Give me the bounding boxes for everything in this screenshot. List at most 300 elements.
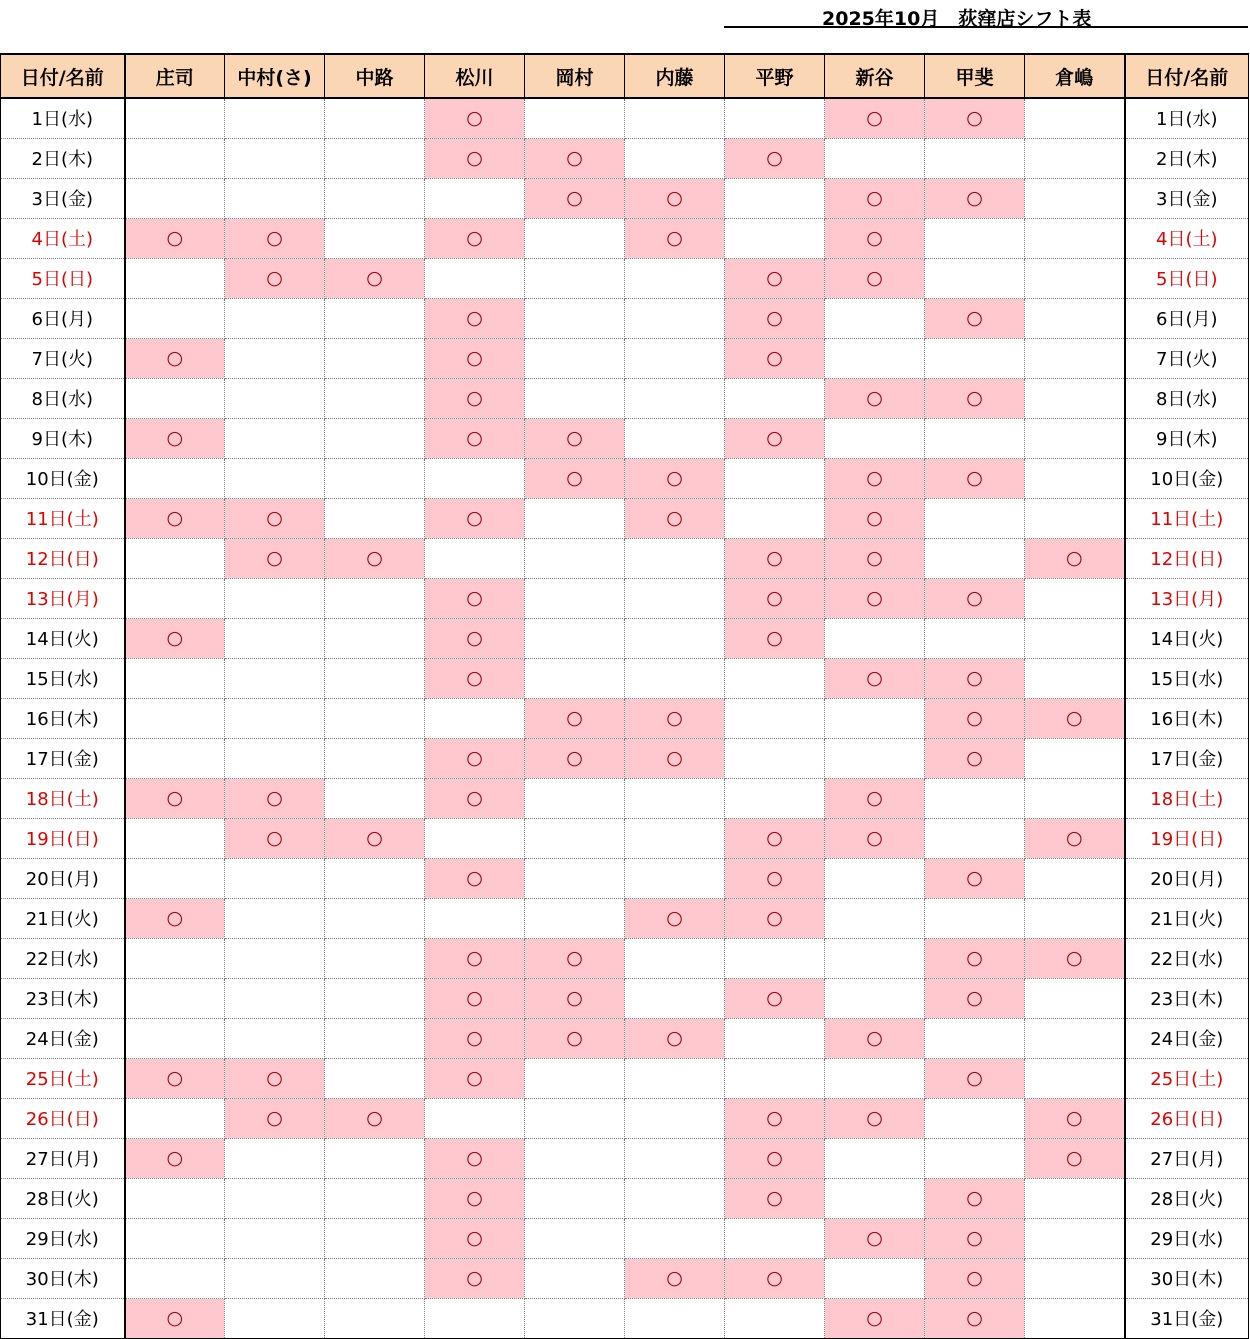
shift-cell[interactable] xyxy=(625,1098,725,1138)
shift-cell[interactable] xyxy=(925,178,1025,218)
shift-cell[interactable] xyxy=(825,658,925,698)
shift-cell[interactable] xyxy=(125,738,225,778)
shift-cell[interactable] xyxy=(425,378,525,418)
date-cell-right[interactable]: 11日(土) xyxy=(1125,498,1249,538)
shift-cell[interactable] xyxy=(725,1018,825,1058)
shift-cell[interactable] xyxy=(325,978,425,1018)
shift-cell[interactable] xyxy=(525,778,625,818)
shift-cell[interactable] xyxy=(825,298,925,338)
shift-cell[interactable] xyxy=(625,1178,725,1218)
shift-cell[interactable] xyxy=(925,1138,1025,1178)
shift-cell[interactable] xyxy=(725,778,825,818)
date-cell-left[interactable]: 27日(月) xyxy=(1,1138,125,1178)
date-cell-right[interactable]: 17日(金) xyxy=(1125,738,1249,778)
shift-cell[interactable] xyxy=(1025,898,1125,938)
shift-cell[interactable] xyxy=(825,1098,925,1138)
shift-cell[interactable] xyxy=(525,858,625,898)
shift-cell[interactable] xyxy=(925,1058,1025,1098)
shift-cell[interactable] xyxy=(625,498,725,538)
shift-cell[interactable] xyxy=(625,178,725,218)
shift-cell[interactable] xyxy=(625,578,725,618)
shift-cell[interactable] xyxy=(925,818,1025,858)
shift-cell[interactable] xyxy=(125,1138,225,1178)
shift-cell[interactable] xyxy=(225,338,325,378)
shift-cell[interactable] xyxy=(825,818,925,858)
shift-cell[interactable] xyxy=(525,1098,625,1138)
shift-cell[interactable] xyxy=(925,738,1025,778)
shift-cell[interactable] xyxy=(725,1258,825,1298)
shift-cell[interactable] xyxy=(625,138,725,178)
shift-cell[interactable] xyxy=(325,1258,425,1298)
header-name[interactable]: 倉嶋 xyxy=(1025,54,1125,98)
shift-cell[interactable] xyxy=(925,1298,1025,1338)
shift-cell[interactable] xyxy=(625,1298,725,1338)
shift-cell[interactable] xyxy=(325,738,425,778)
shift-cell[interactable] xyxy=(325,778,425,818)
shift-cell[interactable] xyxy=(725,1138,825,1178)
shift-cell[interactable] xyxy=(725,818,825,858)
date-cell-left[interactable]: 24日(金) xyxy=(1,1018,125,1058)
shift-cell[interactable] xyxy=(525,658,625,698)
shift-cell[interactable] xyxy=(225,578,325,618)
shift-cell[interactable] xyxy=(425,458,525,498)
shift-cell[interactable] xyxy=(325,538,425,578)
shift-cell[interactable] xyxy=(725,98,825,138)
shift-cell[interactable] xyxy=(425,858,525,898)
shift-cell[interactable] xyxy=(1025,858,1125,898)
shift-cell[interactable] xyxy=(1025,538,1125,578)
shift-cell[interactable] xyxy=(625,218,725,258)
shift-cell[interactable] xyxy=(425,538,525,578)
shift-cell[interactable] xyxy=(425,1138,525,1178)
shift-cell[interactable] xyxy=(1025,1018,1125,1058)
shift-cell[interactable] xyxy=(825,1298,925,1338)
shift-cell[interactable] xyxy=(525,378,625,418)
shift-cell[interactable] xyxy=(1025,218,1125,258)
shift-cell[interactable] xyxy=(525,498,625,538)
shift-cell[interactable] xyxy=(625,538,725,578)
header-name[interactable]: 新谷 xyxy=(825,54,925,98)
shift-cell[interactable] xyxy=(925,218,1025,258)
shift-cell[interactable] xyxy=(925,978,1025,1018)
shift-cell[interactable] xyxy=(125,458,225,498)
date-cell-left[interactable]: 22日(水) xyxy=(1,938,125,978)
shift-cell[interactable] xyxy=(825,858,925,898)
shift-cell[interactable] xyxy=(925,458,1025,498)
date-cell-right[interactable]: 14日(火) xyxy=(1125,618,1249,658)
shift-cell[interactable] xyxy=(425,738,525,778)
shift-cell[interactable] xyxy=(625,258,725,298)
shift-cell[interactable] xyxy=(325,618,425,658)
date-cell-right[interactable]: 28日(火) xyxy=(1125,1178,1249,1218)
shift-cell[interactable] xyxy=(725,738,825,778)
shift-cell[interactable] xyxy=(325,378,425,418)
shift-cell[interactable] xyxy=(725,218,825,258)
shift-cell[interactable] xyxy=(125,698,225,738)
shift-cell[interactable] xyxy=(825,1218,925,1258)
shift-cell[interactable] xyxy=(1025,938,1125,978)
shift-cell[interactable] xyxy=(125,378,225,418)
shift-cell[interactable] xyxy=(725,298,825,338)
date-cell-right[interactable]: 22日(水) xyxy=(1125,938,1249,978)
shift-cell[interactable] xyxy=(125,618,225,658)
shift-cell[interactable] xyxy=(1025,1258,1125,1298)
date-cell-right[interactable]: 21日(火) xyxy=(1125,898,1249,938)
shift-cell[interactable] xyxy=(325,938,425,978)
date-cell-left[interactable]: 17日(金) xyxy=(1,738,125,778)
shift-cell[interactable] xyxy=(1025,658,1125,698)
shift-cell[interactable] xyxy=(125,938,225,978)
date-cell-left[interactable]: 21日(火) xyxy=(1,898,125,938)
shift-cell[interactable] xyxy=(125,178,225,218)
shift-cell[interactable] xyxy=(925,498,1025,538)
header-date-left[interactable]: 日付/名前 xyxy=(1,54,125,98)
shift-cell[interactable] xyxy=(225,1218,325,1258)
date-cell-left[interactable]: 28日(火) xyxy=(1,1178,125,1218)
shift-cell[interactable] xyxy=(525,818,625,858)
shift-cell[interactable] xyxy=(925,338,1025,378)
date-cell-right[interactable]: 27日(月) xyxy=(1125,1138,1249,1178)
shift-cell[interactable] xyxy=(525,1018,625,1058)
shift-cell[interactable] xyxy=(925,1218,1025,1258)
header-name[interactable]: 内藤 xyxy=(625,54,725,98)
shift-cell[interactable] xyxy=(825,978,925,1018)
shift-cell[interactable] xyxy=(825,1178,925,1218)
shift-cell[interactable] xyxy=(925,578,1025,618)
shift-cell[interactable] xyxy=(625,658,725,698)
date-cell-left[interactable]: 16日(木) xyxy=(1,698,125,738)
shift-cell[interactable] xyxy=(925,378,1025,418)
date-cell-right[interactable]: 26日(日) xyxy=(1125,1098,1249,1138)
shift-cell[interactable] xyxy=(125,658,225,698)
header-name[interactable]: 岡村 xyxy=(525,54,625,98)
shift-cell[interactable] xyxy=(825,338,925,378)
date-cell-left[interactable]: 29日(水) xyxy=(1,1218,125,1258)
shift-cell[interactable] xyxy=(325,458,425,498)
shift-cell[interactable] xyxy=(225,538,325,578)
shift-cell[interactable] xyxy=(225,1098,325,1138)
shift-cell[interactable] xyxy=(725,378,825,418)
shift-cell[interactable] xyxy=(625,378,725,418)
date-cell-left[interactable]: 19日(日) xyxy=(1,818,125,858)
shift-cell[interactable] xyxy=(425,938,525,978)
shift-cell[interactable] xyxy=(225,378,325,418)
shift-cell[interactable] xyxy=(225,258,325,298)
shift-cell[interactable] xyxy=(425,1218,525,1258)
date-cell-left[interactable]: 2日(木) xyxy=(1,138,125,178)
date-cell-right[interactable]: 1日(水) xyxy=(1125,98,1249,138)
shift-cell[interactable] xyxy=(725,658,825,698)
date-cell-left[interactable]: 4日(土) xyxy=(1,218,125,258)
date-cell-right[interactable]: 18日(土) xyxy=(1125,778,1249,818)
shift-cell[interactable] xyxy=(225,698,325,738)
date-cell-left[interactable]: 6日(月) xyxy=(1,298,125,338)
shift-cell[interactable] xyxy=(1025,618,1125,658)
shift-cell[interactable] xyxy=(1025,1298,1125,1338)
shift-cell[interactable] xyxy=(625,1058,725,1098)
shift-cell[interactable] xyxy=(525,218,625,258)
date-cell-left[interactable]: 15日(水) xyxy=(1,658,125,698)
shift-cell[interactable] xyxy=(625,938,725,978)
shift-cell[interactable] xyxy=(825,1258,925,1298)
shift-cell[interactable] xyxy=(525,698,625,738)
shift-cell[interactable] xyxy=(525,538,625,578)
header-date-right[interactable]: 日付/名前 xyxy=(1125,54,1249,98)
shift-cell[interactable] xyxy=(225,658,325,698)
shift-cell[interactable] xyxy=(125,1218,225,1258)
shift-cell[interactable] xyxy=(325,698,425,738)
shift-cell[interactable] xyxy=(825,98,925,138)
shift-cell[interactable] xyxy=(325,298,425,338)
shift-cell[interactable] xyxy=(1025,1218,1125,1258)
shift-cell[interactable] xyxy=(325,578,425,618)
shift-cell[interactable] xyxy=(525,978,625,1018)
shift-cell[interactable] xyxy=(625,978,725,1018)
shift-cell[interactable] xyxy=(325,858,425,898)
date-cell-right[interactable]: 4日(土) xyxy=(1125,218,1249,258)
shift-cell[interactable] xyxy=(325,98,425,138)
date-cell-left[interactable]: 26日(日) xyxy=(1,1098,125,1138)
shift-cell[interactable] xyxy=(725,1058,825,1098)
shift-cell[interactable] xyxy=(425,778,525,818)
shift-cell[interactable] xyxy=(725,418,825,458)
date-cell-left[interactable]: 8日(水) xyxy=(1,378,125,418)
shift-cell[interactable] xyxy=(225,1138,325,1178)
shift-cell[interactable] xyxy=(1025,258,1125,298)
shift-cell[interactable] xyxy=(125,1178,225,1218)
shift-cell[interactable] xyxy=(825,738,925,778)
shift-cell[interactable] xyxy=(425,218,525,258)
header-name[interactable]: 庄司 xyxy=(125,54,225,98)
shift-cell[interactable] xyxy=(325,1138,425,1178)
shift-cell[interactable] xyxy=(725,1178,825,1218)
shift-cell[interactable] xyxy=(925,1258,1025,1298)
header-name[interactable]: 甲斐 xyxy=(925,54,1025,98)
shift-cell[interactable] xyxy=(625,458,725,498)
shift-cell[interactable] xyxy=(225,618,325,658)
shift-cell[interactable] xyxy=(1025,578,1125,618)
shift-cell[interactable] xyxy=(825,218,925,258)
shift-cell[interactable] xyxy=(725,858,825,898)
shift-cell[interactable] xyxy=(525,258,625,298)
shift-cell[interactable] xyxy=(225,98,325,138)
shift-cell[interactable] xyxy=(225,778,325,818)
shift-cell[interactable] xyxy=(525,138,625,178)
shift-cell[interactable] xyxy=(225,1258,325,1298)
header-name[interactable]: 松川 xyxy=(425,54,525,98)
shift-cell[interactable] xyxy=(325,1098,425,1138)
shift-cell[interactable] xyxy=(1025,98,1125,138)
shift-cell[interactable] xyxy=(125,1058,225,1098)
shift-cell[interactable] xyxy=(725,1098,825,1138)
shift-cell[interactable] xyxy=(325,1018,425,1058)
shift-cell[interactable] xyxy=(825,898,925,938)
shift-cell[interactable] xyxy=(425,498,525,538)
date-cell-right[interactable]: 9日(木) xyxy=(1125,418,1249,458)
shift-cell[interactable] xyxy=(225,458,325,498)
shift-cell[interactable] xyxy=(625,898,725,938)
shift-cell[interactable] xyxy=(325,1218,425,1258)
shift-cell[interactable] xyxy=(225,1178,325,1218)
shift-cell[interactable] xyxy=(125,578,225,618)
shift-cell[interactable] xyxy=(925,898,1025,938)
shift-cell[interactable] xyxy=(225,1058,325,1098)
shift-cell[interactable] xyxy=(325,218,425,258)
shift-cell[interactable] xyxy=(325,258,425,298)
shift-cell[interactable] xyxy=(1025,818,1125,858)
date-cell-right[interactable]: 19日(日) xyxy=(1125,818,1249,858)
header-name[interactable]: 中路 xyxy=(325,54,425,98)
shift-cell[interactable] xyxy=(625,98,725,138)
date-cell-left[interactable]: 18日(土) xyxy=(1,778,125,818)
date-cell-left[interactable]: 23日(木) xyxy=(1,978,125,1018)
date-cell-right[interactable]: 13日(月) xyxy=(1125,578,1249,618)
shift-cell[interactable] xyxy=(725,1218,825,1258)
shift-cell[interactable] xyxy=(925,418,1025,458)
shift-cell[interactable] xyxy=(125,98,225,138)
shift-cell[interactable] xyxy=(325,1298,425,1338)
shift-cell[interactable] xyxy=(1025,978,1125,1018)
shift-cell[interactable] xyxy=(1025,458,1125,498)
shift-cell[interactable] xyxy=(725,978,825,1018)
shift-cell[interactable] xyxy=(825,258,925,298)
shift-cell[interactable] xyxy=(925,658,1025,698)
shift-cell[interactable] xyxy=(525,98,625,138)
shift-cell[interactable] xyxy=(825,618,925,658)
shift-cell[interactable] xyxy=(425,578,525,618)
shift-cell[interactable] xyxy=(425,618,525,658)
shift-cell[interactable] xyxy=(525,298,625,338)
shift-cell[interactable] xyxy=(425,1018,525,1058)
date-cell-left[interactable]: 9日(木) xyxy=(1,418,125,458)
shift-cell[interactable] xyxy=(125,498,225,538)
shift-cell[interactable] xyxy=(225,1018,325,1058)
shift-cell[interactable] xyxy=(425,818,525,858)
shift-cell[interactable] xyxy=(825,418,925,458)
shift-cell[interactable] xyxy=(425,98,525,138)
shift-cell[interactable] xyxy=(225,138,325,178)
shift-cell[interactable] xyxy=(225,898,325,938)
shift-cell[interactable] xyxy=(125,1258,225,1298)
shift-cell[interactable] xyxy=(125,1018,225,1058)
shift-cell[interactable] xyxy=(825,178,925,218)
shift-cell[interactable] xyxy=(525,1138,625,1178)
date-cell-left[interactable]: 20日(月) xyxy=(1,858,125,898)
shift-cell[interactable] xyxy=(725,458,825,498)
shift-cell[interactable] xyxy=(625,818,725,858)
shift-cell[interactable] xyxy=(725,498,825,538)
shift-cell[interactable] xyxy=(225,938,325,978)
date-cell-right[interactable]: 7日(火) xyxy=(1125,338,1249,378)
shift-cell[interactable] xyxy=(925,138,1025,178)
shift-cell[interactable] xyxy=(625,418,725,458)
shift-cell[interactable] xyxy=(825,1058,925,1098)
shift-cell[interactable] xyxy=(925,538,1025,578)
header-name[interactable]: 平野 xyxy=(725,54,825,98)
date-cell-right[interactable]: 10日(金) xyxy=(1125,458,1249,498)
shift-cell[interactable] xyxy=(1025,778,1125,818)
shift-cell[interactable] xyxy=(1025,698,1125,738)
shift-cell[interactable] xyxy=(625,298,725,338)
shift-cell[interactable] xyxy=(425,178,525,218)
shift-cell[interactable] xyxy=(525,1218,625,1258)
shift-cell[interactable] xyxy=(425,1098,525,1138)
shift-cell[interactable] xyxy=(325,1178,425,1218)
shift-cell[interactable] xyxy=(525,1298,625,1338)
shift-cell[interactable] xyxy=(925,858,1025,898)
shift-cell[interactable] xyxy=(425,1298,525,1338)
shift-cell[interactable] xyxy=(525,458,625,498)
shift-cell[interactable] xyxy=(825,458,925,498)
date-cell-left[interactable]: 7日(火) xyxy=(1,338,125,378)
shift-cell[interactable] xyxy=(325,1058,425,1098)
shift-cell[interactable] xyxy=(525,1058,625,1098)
shift-cell[interactable] xyxy=(125,1298,225,1338)
shift-cell[interactable] xyxy=(825,778,925,818)
shift-cell[interactable] xyxy=(925,698,1025,738)
shift-cell[interactable] xyxy=(825,1018,925,1058)
date-cell-left[interactable]: 10日(金) xyxy=(1,458,125,498)
date-cell-left[interactable]: 12日(日) xyxy=(1,538,125,578)
shift-cell[interactable] xyxy=(325,178,425,218)
date-cell-left[interactable]: 1日(水) xyxy=(1,98,125,138)
date-cell-left[interactable]: 13日(月) xyxy=(1,578,125,618)
shift-cell[interactable] xyxy=(1025,1138,1125,1178)
shift-cell[interactable] xyxy=(625,1018,725,1058)
date-cell-left[interactable]: 11日(土) xyxy=(1,498,125,538)
shift-cell[interactable] xyxy=(1025,178,1125,218)
date-cell-left[interactable]: 30日(木) xyxy=(1,1258,125,1298)
shift-cell[interactable] xyxy=(625,778,725,818)
shift-cell[interactable] xyxy=(525,578,625,618)
shift-cell[interactable] xyxy=(525,178,625,218)
shift-cell[interactable] xyxy=(725,338,825,378)
date-cell-right[interactable]: 20日(月) xyxy=(1125,858,1249,898)
shift-cell[interactable] xyxy=(825,378,925,418)
date-cell-right[interactable]: 31日(金) xyxy=(1125,1298,1249,1338)
shift-cell[interactable] xyxy=(925,1178,1025,1218)
shift-cell[interactable] xyxy=(725,578,825,618)
shift-cell[interactable] xyxy=(425,418,525,458)
shift-cell[interactable] xyxy=(225,298,325,338)
shift-cell[interactable] xyxy=(325,418,425,458)
shift-cell[interactable] xyxy=(725,138,825,178)
shift-cell[interactable] xyxy=(1025,338,1125,378)
date-cell-left[interactable]: 3日(金) xyxy=(1,178,125,218)
shift-cell[interactable] xyxy=(325,898,425,938)
shift-cell[interactable] xyxy=(225,218,325,258)
shift-cell[interactable] xyxy=(625,698,725,738)
shift-cell[interactable] xyxy=(1025,1178,1125,1218)
shift-cell[interactable] xyxy=(125,978,225,1018)
shift-cell[interactable] xyxy=(125,258,225,298)
shift-cell[interactable] xyxy=(1025,138,1125,178)
shift-cell[interactable] xyxy=(925,1098,1025,1138)
shift-cell[interactable] xyxy=(625,1258,725,1298)
date-cell-right[interactable]: 24日(金) xyxy=(1125,1018,1249,1058)
shift-cell[interactable] xyxy=(1025,1098,1125,1138)
shift-cell[interactable] xyxy=(325,138,425,178)
shift-cell[interactable] xyxy=(925,98,1025,138)
shift-cell[interactable] xyxy=(425,1258,525,1298)
shift-cell[interactable] xyxy=(825,538,925,578)
shift-cell[interactable] xyxy=(925,778,1025,818)
shift-cell[interactable] xyxy=(425,658,525,698)
shift-cell[interactable] xyxy=(225,1298,325,1338)
date-cell-right[interactable]: 25日(土) xyxy=(1125,1058,1249,1098)
date-cell-right[interactable]: 5日(日) xyxy=(1125,258,1249,298)
date-cell-left[interactable]: 25日(土) xyxy=(1,1058,125,1098)
